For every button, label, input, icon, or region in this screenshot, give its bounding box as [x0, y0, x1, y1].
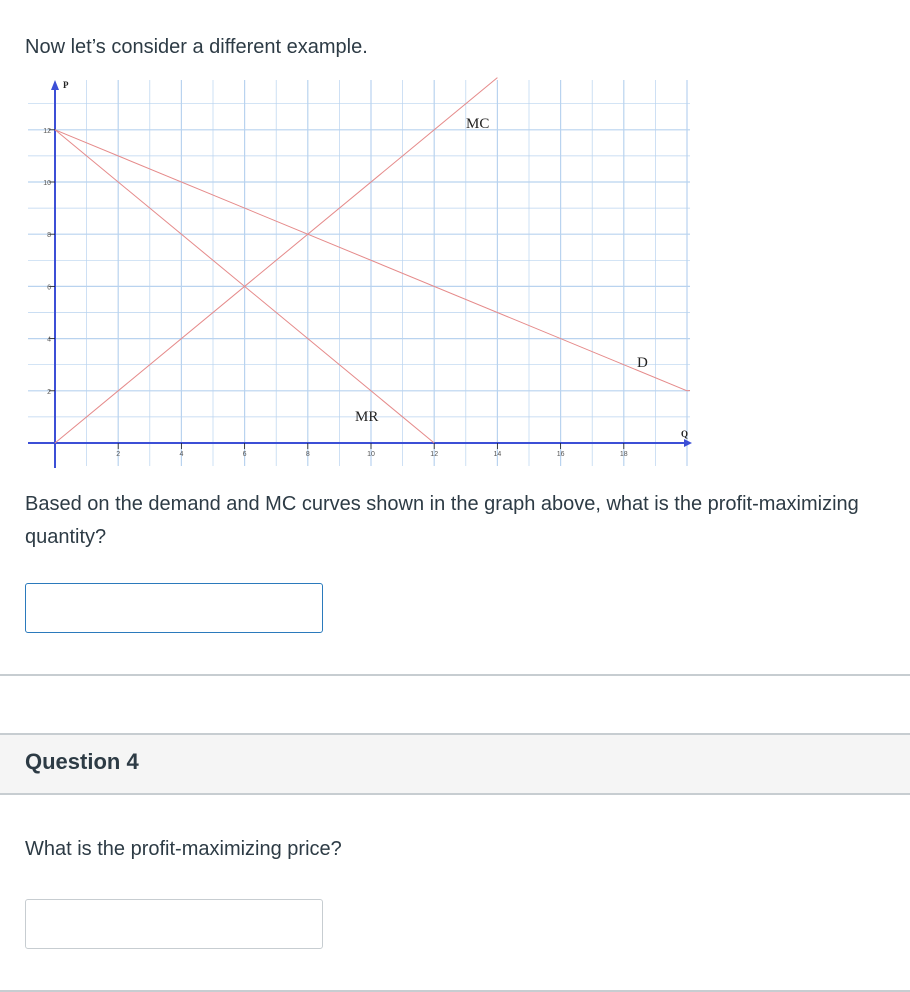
intro-text: Now let’s consider a different example.: [25, 36, 368, 58]
demand-label: D: [637, 355, 648, 371]
mc-label: MC: [466, 116, 490, 132]
x-tick-label: 2: [116, 451, 121, 458]
x-tick-label: 16: [556, 451, 565, 458]
y-tick-label: 10: [43, 180, 51, 187]
price-answer-input[interactable]: [25, 899, 323, 949]
x-tick-label: 8: [305, 451, 310, 458]
question-4-title: Question 4: [25, 749, 139, 774]
y-tick-label: 2: [47, 388, 51, 396]
y-tick-label: 8: [47, 232, 51, 240]
x-tick-label: 6: [242, 451, 247, 458]
y-axis-arrow: [51, 80, 59, 90]
y-tick-label: 6: [47, 284, 51, 292]
y-axis-label: P: [63, 80, 69, 90]
demand-mc-graph: [0, 0, 910, 480]
question-4-text: What is the profit-maximizing price?: [25, 838, 342, 860]
x-tick-label: 10: [367, 451, 375, 458]
x-tick-label: 4: [179, 451, 184, 458]
x-tick-label: 14: [493, 451, 502, 458]
quantity-answer-input[interactable]: [25, 583, 323, 633]
x-axis-arrow: [684, 439, 692, 447]
x-tick-label: 12: [430, 451, 439, 458]
mr-label: MR: [355, 409, 379, 425]
question-3-text: Based on the demand and MC curves shown in the graph above, what is the profit-maximizing quantity?: [25, 493, 859, 548]
divider: [0, 674, 910, 676]
question-4-header: [0, 733, 910, 795]
y-tick-label: 4: [47, 336, 51, 344]
x-axis-label: Q: [681, 429, 689, 439]
x-tick-label: 18: [619, 451, 628, 458]
y-tick-label: 12: [43, 127, 51, 135]
